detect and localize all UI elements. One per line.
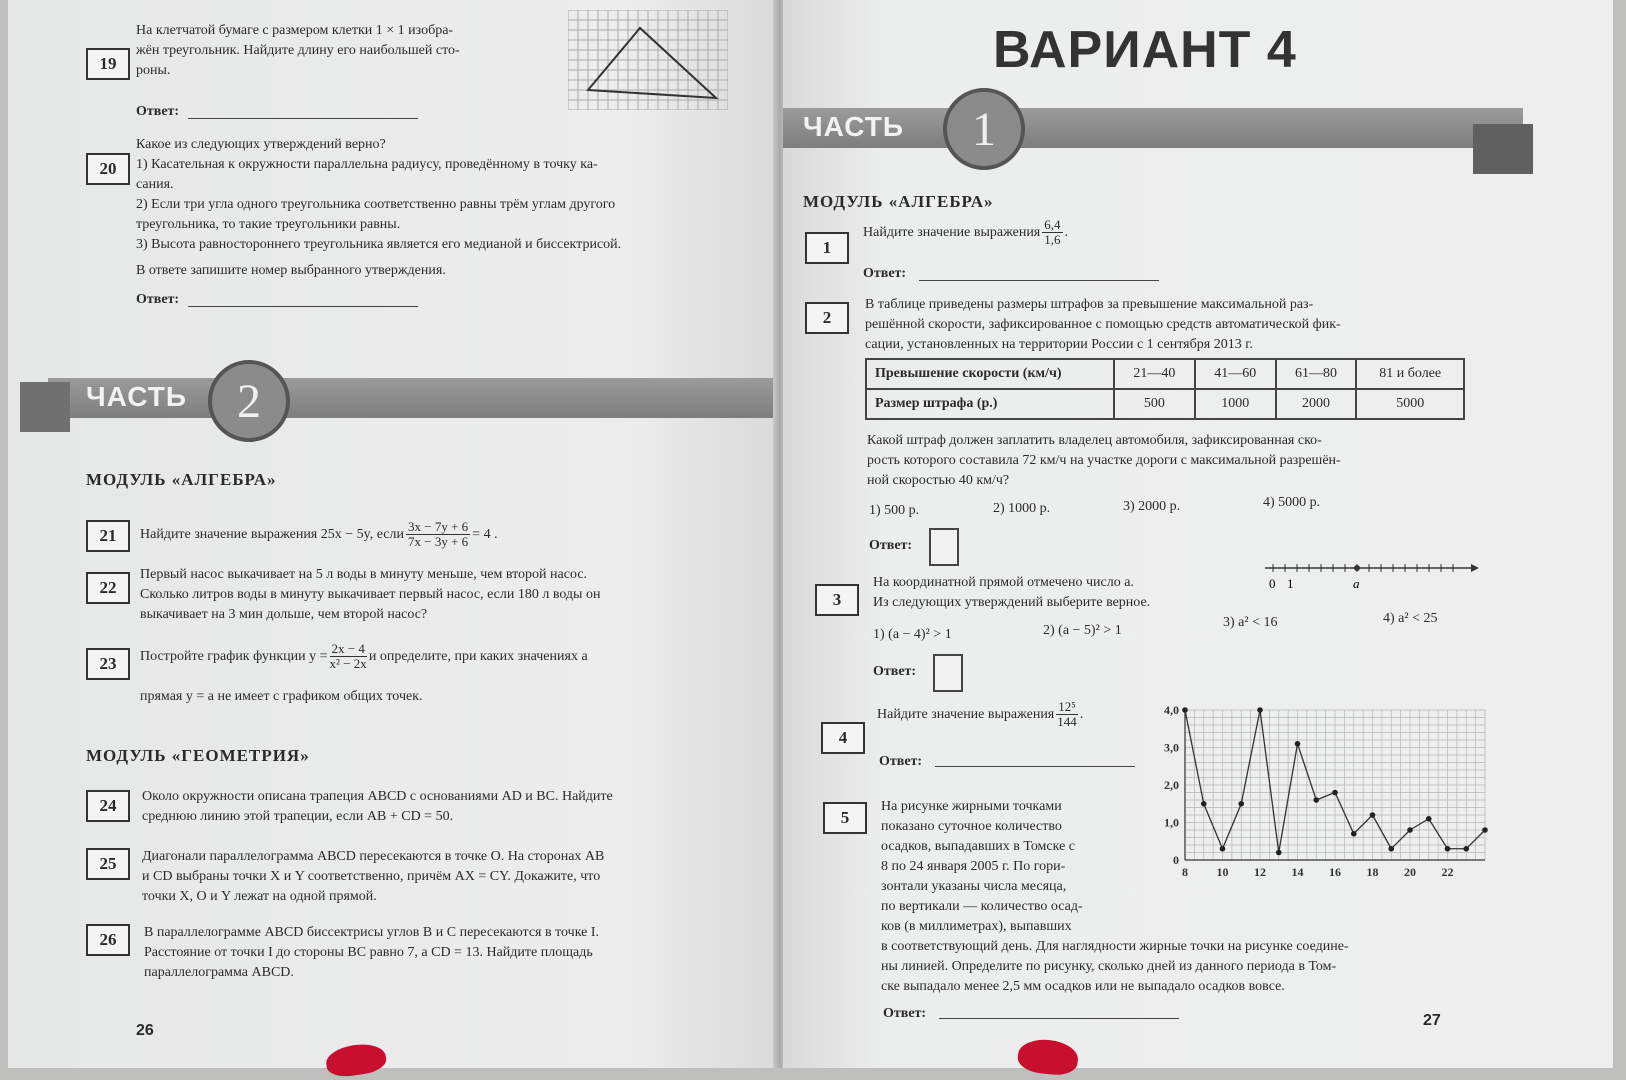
q2-option-2[interactable]: 2) 1000 р.	[993, 501, 1051, 516]
q1-tail: .	[1064, 224, 1068, 240]
q3-option-4[interactable]: 4) a² < 25	[1383, 611, 1438, 626]
q1-text	[863, 218, 1068, 247]
fines-table-row-fine	[866, 389, 1464, 419]
part1-number-circle: 1	[943, 88, 1025, 170]
book-spread	[8, 0, 1618, 1075]
chart-data-point	[1463, 846, 1469, 852]
variant-title: ВАРИАНТ 4	[993, 21, 1297, 79]
question-number-25: 25	[86, 848, 130, 880]
q20-line7: В ответе запишите номер выбранного утверждения.	[136, 263, 446, 278]
chart-x-tick-label: 12	[1254, 865, 1266, 879]
chart-y-tick-label: 3,0	[1164, 740, 1179, 755]
question-number-19: 19	[86, 48, 130, 80]
q20-line1: Какое из следующих утверждений верно?	[136, 137, 386, 152]
chart-data-point	[1295, 741, 1301, 747]
fines-cell: 1000	[1195, 389, 1276, 419]
right-module-algebra-heading: МОДУЛЬ «АЛГЕБРА»	[803, 192, 994, 211]
q4-text	[877, 700, 1083, 729]
q5-answer-line[interactable]	[939, 1018, 1179, 1019]
fines-table	[865, 358, 1465, 420]
q3-line2: Из следующих утверждений выберите верное.	[873, 595, 1151, 610]
chart-x-tick-label: 20	[1404, 865, 1416, 879]
q3-answer-label: Ответ:	[873, 664, 917, 679]
q24-line2: среднюю линию этой трапеции, если AB + CD = 50.	[142, 809, 454, 824]
chart-y-tick-label: 0	[1173, 853, 1179, 867]
q5-line10: ске выпадало менее 2,5 мм осадков или не выпадало осадков вовсе.	[881, 979, 1285, 994]
q21-text	[140, 520, 498, 549]
q4-tail: .	[1079, 706, 1084, 722]
fines-cell: 21—40	[1114, 359, 1195, 389]
chart-x-tick-label: 16	[1329, 865, 1341, 879]
q1-answer-line[interactable]	[919, 280, 1159, 281]
chart-y-tick-label: 1,0	[1164, 815, 1179, 830]
q23-post: и определите, при каких значениях a	[368, 648, 588, 664]
q26-line1: В параллелограмме ABCD биссектрисы углов B и C пересекаются в точке I.	[144, 925, 600, 940]
chart-data-point	[1238, 801, 1244, 807]
q23-frac-num: 2x − 4	[331, 641, 365, 656]
q21-frac-num: 3x − 7y + 6	[408, 519, 469, 534]
q19-grid-triangle-figure	[568, 10, 728, 110]
q23-text	[140, 642, 588, 671]
q20-answer-label: Ответ:	[136, 292, 180, 307]
part2-number-circle: 2	[208, 360, 290, 442]
triangle-shape	[588, 28, 716, 98]
chart-data-point	[1351, 831, 1357, 837]
chart-data-point	[1313, 797, 1319, 803]
fines-table-row-speed	[866, 359, 1464, 389]
q20-line5: треугольника, то такие треугольники равны.	[136, 217, 401, 232]
precipitation-line-chart	[1143, 700, 1503, 900]
q26-line3: параллелограмма ABCD.	[144, 965, 294, 980]
right-page-number: 27	[1423, 1012, 1441, 1029]
q3-option-1[interactable]: 1) (a − 4)² > 1	[873, 627, 952, 642]
q1-fraction	[1042, 218, 1062, 247]
q1-answer-label: Ответ:	[863, 266, 907, 281]
chart-data-point	[1388, 846, 1394, 852]
q20-answer-line[interactable]	[188, 306, 418, 307]
q2-line3: сации, установленных на территории России с 1 сентября 2013 г.	[865, 337, 1253, 352]
q19-text-line2: жён треугольник. Найдите длину его наибольшей сто-	[136, 43, 460, 58]
fines-cell: Размер штрафа (р.)	[866, 389, 1114, 419]
q19-answer-line[interactable]	[188, 118, 418, 119]
number-line-label-1: 1	[1287, 576, 1294, 591]
left-module-algebra-heading: МОДУЛЬ «АЛГЕБРА»	[86, 470, 277, 489]
chart-data-point	[1332, 790, 1338, 796]
right-page	[783, 0, 1613, 1068]
q2-question-line1: Какой штраф должен заплатить владелец автомобиля, зафиксированная ско-	[867, 433, 1322, 448]
question-number-22: 22	[86, 572, 130, 604]
number-line-arrow	[1471, 564, 1479, 572]
question-number-26: 26	[86, 924, 130, 956]
q5-line4: 8 по 24 января 2005 г. По гори-	[881, 859, 1066, 874]
q21-fraction	[406, 520, 470, 549]
q21-tail: = 4 .	[472, 526, 498, 542]
q21-frac-den: 7x − 3y + 6	[408, 534, 469, 549]
chart-data-point	[1182, 707, 1188, 713]
chart-x-tick-label: 10	[1216, 865, 1229, 879]
q5-line1: На рисунке жирными точками	[881, 799, 1062, 814]
q2-question-line3: ной скоростью 40 км/ч?	[867, 473, 1010, 488]
fines-cell: 41—60	[1195, 359, 1276, 389]
q22-line2: Сколько литров воды в минуту выкачивает первый насос, если 180 л воды он	[140, 587, 601, 602]
chart-data-point	[1220, 846, 1226, 852]
q5-answer-label: Ответ:	[883, 1006, 927, 1021]
q5-line5: зонтали указаны числа месяца,	[881, 879, 1067, 894]
chart-x-tick-label: 22	[1441, 865, 1454, 879]
q25-line3: точки X, O и Y лежат на одной прямой.	[142, 889, 377, 904]
q24-line1: Около окружности описана трапеция ABCD с основаниями AD и BC. Найдите	[142, 789, 613, 804]
q20-line2: 1) Касательная к окружности параллельна радиусу, проведённому в точку ка-	[136, 157, 598, 172]
q4-answer-line[interactable]	[935, 766, 1135, 767]
q2-line1: В таблице приведены размеры штрафов за превышение максимальной раз-	[865, 297, 1314, 312]
q4-prefix: Найдите значение выражения	[877, 706, 1055, 722]
chart-data-point	[1276, 850, 1282, 856]
q5-line7: ков (в миллиметрах), выпавших	[881, 919, 1072, 934]
chart-data-point	[1445, 846, 1451, 852]
question-number-1: 1	[805, 232, 849, 264]
q22-line1: Первый насос выкачивает на 5 л воды в минуту меньше, чем второй насос.	[140, 567, 588, 582]
chart-data-point	[1482, 827, 1488, 833]
part2-label: ЧАСТЬ	[86, 381, 187, 412]
q5-line2: показано суточное количество	[881, 819, 1062, 834]
q22-line3: выкачивает на 3 мин дольше, чем второй насос?	[140, 607, 428, 622]
q20-line3: сания.	[136, 177, 174, 192]
q20-line6: 3) Высота равностороннего треугольника является его медианой и биссектрисой.	[136, 237, 622, 252]
q2-answer-box[interactable]	[929, 528, 959, 566]
q1-frac-num: 6,4	[1044, 217, 1061, 232]
q4-fraction	[1056, 700, 1078, 729]
q3-number-line	[1261, 560, 1481, 594]
part1-band-fold	[1473, 124, 1533, 174]
chart-data-point	[1426, 816, 1432, 822]
question-number-3: 3	[815, 584, 859, 616]
q2-question-line2: рость которого составила 72 км/ч на участке дороги с максимальной разрешён-	[867, 453, 1341, 468]
chart-x-tick-label: 14	[1291, 865, 1304, 879]
q4-answer-label: Ответ:	[879, 754, 923, 769]
q19-text-line1: На клетчатой бумаге с размером клетки 1 × 1 изобра-	[136, 23, 454, 38]
q2-option-1[interactable]: 1) 500 р.	[869, 503, 920, 518]
q2-line2: решённой скорости, зафиксированное с помощью средств автоматической фик-	[865, 317, 1341, 332]
q3-line1: На координатной прямой отмечено число a.	[873, 575, 1134, 590]
chart-data-point	[1257, 707, 1263, 713]
question-number-24: 24	[86, 790, 130, 822]
q5-line3: осадков, выпадавших в Томске с	[881, 839, 1076, 854]
q23-line2: прямая y = a не имеет с графиком общих точек.	[140, 689, 423, 704]
q4-frac-den: 144	[1057, 714, 1077, 729]
fines-cell: 2000	[1276, 389, 1357, 419]
question-number-23: 23	[86, 648, 130, 680]
q4-frac-num: 12⁵	[1058, 699, 1076, 714]
q23-frac-den: x² − 2x	[329, 656, 367, 671]
chart-data-point	[1407, 827, 1413, 833]
number-line-label-0: 0	[1269, 576, 1276, 591]
q20-line4: 2) Если три угла одного треугольника соответственно равны трём углам другого	[136, 197, 616, 212]
number-line-point-a	[1354, 565, 1360, 571]
q5-line9: ны линией. Определите по рисунку, сколько дней из данного периода в Том-	[881, 959, 1337, 974]
number-line-label-a: a	[1353, 576, 1360, 591]
q1-frac-den: 1,6	[1044, 232, 1061, 247]
part1-label: ЧАСТЬ	[803, 111, 904, 142]
left-module-geometry-heading: МОДУЛЬ «ГЕОМЕТРИЯ»	[86, 746, 310, 765]
chart-data-point	[1370, 812, 1376, 818]
q25-line1: Диагонали параллелограмма ABCD пересекаются в точке O. На сторонах AB	[142, 849, 605, 864]
chart-x-tick-label: 18	[1366, 865, 1379, 879]
q23-pre: Постройте график функции y =	[140, 648, 328, 664]
q19-text-line3: роны.	[136, 63, 171, 78]
chart-data-point	[1201, 801, 1207, 807]
q19-answer-label: Ответ:	[136, 104, 180, 119]
part2-band-fold	[20, 382, 70, 432]
fines-cell: 61—80	[1276, 359, 1357, 389]
q26-line2: Расстояние от точки I до стороны BC равно 7, а CD = 13. Найдите площадь	[144, 945, 593, 960]
q23-fraction	[330, 642, 367, 671]
q1-prefix: Найдите значение выражения	[863, 224, 1041, 240]
left-page-number: 26	[136, 1022, 154, 1039]
question-number-21: 21	[86, 520, 130, 552]
q3-option-3[interactable]: 3) a² < 16	[1223, 615, 1278, 630]
question-number-4: 4	[821, 722, 865, 754]
fines-cell: 5000	[1356, 389, 1464, 419]
q5-line6: по вертикали — количество осад-	[881, 899, 1083, 914]
q5-line8: в соответствующий день. Для наглядности жирные точки на рисунке соедине-	[881, 939, 1349, 954]
chart-y-tick-label: 4,0	[1164, 703, 1179, 717]
q2-answer-label: Ответ:	[869, 538, 913, 553]
question-number-2: 2	[805, 302, 849, 334]
fines-cell: 81 и более	[1356, 359, 1464, 389]
question-number-20: 20	[86, 153, 130, 185]
q21-prefix: Найдите значение выражения 25x − 5y, если	[140, 526, 404, 542]
q25-line2: и CD выбраны точки X и Y соответственно, причём AX = CY. Докажите, что	[142, 869, 601, 884]
left-page	[8, 0, 778, 1068]
question-number-5: 5	[823, 802, 867, 834]
q2-option-3[interactable]: 3) 2000 р.	[1123, 499, 1181, 514]
chart-y-tick-label: 2,0	[1164, 778, 1179, 792]
q3-option-2[interactable]: 2) (a − 5)² > 1	[1043, 623, 1122, 638]
fines-cell: 500	[1114, 389, 1195, 419]
q3-answer-box[interactable]	[933, 654, 963, 692]
q2-option-4[interactable]: 4) 5000 р.	[1263, 495, 1321, 510]
fines-cell: Превышение скорости (км/ч)	[866, 359, 1114, 389]
chart-x-tick-label: 8	[1182, 865, 1188, 879]
